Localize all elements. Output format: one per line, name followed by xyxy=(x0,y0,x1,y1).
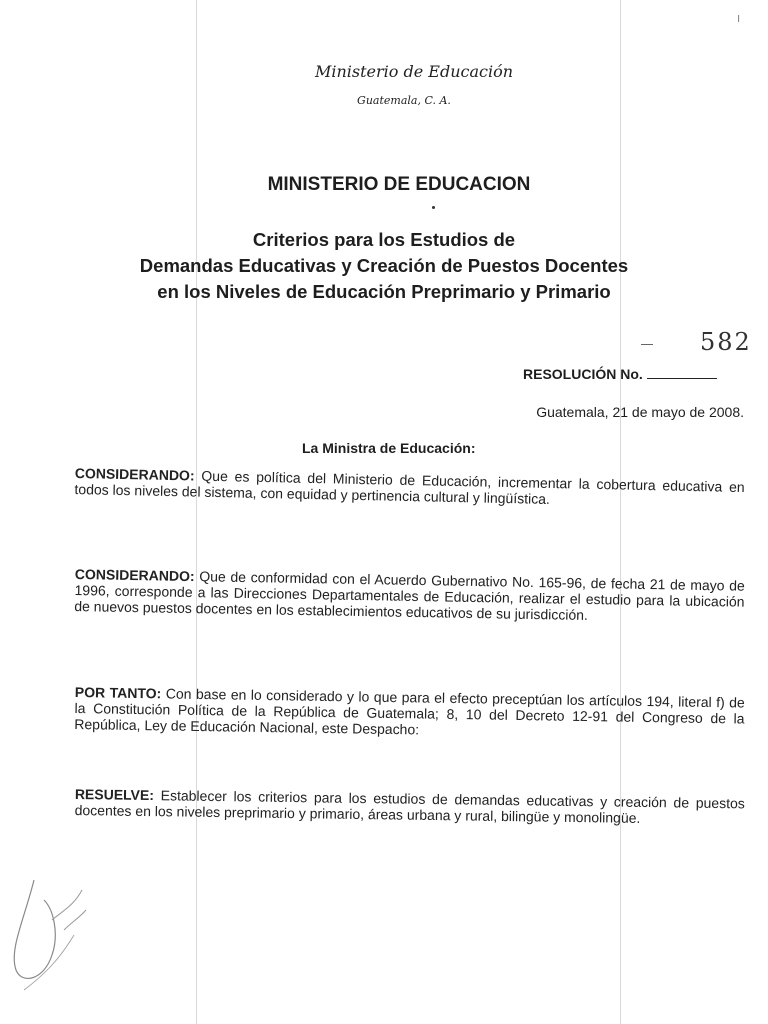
title-dot xyxy=(432,206,435,209)
page-mark: I xyxy=(737,14,740,25)
paragraph-lead: POR TANTO: xyxy=(74,684,162,702)
date-line: Guatemala, 21 de mayo de 2008. xyxy=(536,404,744,420)
authority-heading: La Ministra de Educación: xyxy=(302,440,476,456)
document-title: MINISTERIO DE EDUCACION xyxy=(267,174,531,195)
paragraph-text: Que es política del Ministerio de Educación, incrementar la cobertura educativa en todos los niveles del sistema, con equidad y pertinencia cultural y lingüística. xyxy=(74,467,745,507)
resolution-dash xyxy=(641,344,653,345)
resolution-label: RESOLUCIÓN No. xyxy=(523,366,643,382)
paragraph-considerando-1 xyxy=(74,465,745,511)
paragraph-text: Que de conformidad con el Acuerdo Gubernativo No. 165-96, de fecha 21 de mayo de 1996, corresponde a las Direcciones Departamentales de Educación, realizar el estudio para la ubicación de nuevos puestos docentes en los establecimientos educativos de su jurisdicción. xyxy=(74,568,745,623)
paragraph-considerando-2 xyxy=(74,566,745,626)
paragraph-lead: RESUELVE: xyxy=(74,786,155,804)
letterhead-ministry: Ministerio de Educación xyxy=(314,62,514,81)
resolution-number: 582 xyxy=(700,328,752,356)
subtitle-line-1: Criterios para los Estudios de xyxy=(252,229,516,250)
paragraph-resuelve xyxy=(75,786,745,827)
resolution-line xyxy=(523,366,717,382)
resolution-blank xyxy=(647,378,717,379)
paragraph-text: Establecer los criterios para los estudios de demandas educativas y creación de puestos docentes en los niveles preprimario y primario, áreas urbana y rural, bilingüe y monolingüe. xyxy=(74,787,745,826)
subtitle-line-2: Demandas Educativas y Creación de Puestos Docentes xyxy=(139,255,629,276)
paragraph-por-tanto xyxy=(74,684,745,743)
letterhead-location: Guatemala, C. A. xyxy=(357,94,451,107)
fold-line-left xyxy=(196,0,197,1024)
paragraph-lead: CONSIDERANDO: xyxy=(74,465,195,484)
paragraph-text: Con base en lo considerado y lo que para el efecto preceptúan los artículos 194, literal f) de la Constitución Política de la República de Guatemala; 8, 10 del Decreto 12-91 del Congreso de la República, Ley de Educación Nacional, este Despacho: xyxy=(74,685,745,738)
fold-line-right xyxy=(620,0,621,1024)
document-subtitle xyxy=(0,227,768,305)
subtitle-line-3: en los Niveles de Educación Preprimario y Primario xyxy=(157,281,611,302)
signature-icon xyxy=(4,860,114,1010)
paragraph-lead: CONSIDERANDO: xyxy=(74,566,195,585)
